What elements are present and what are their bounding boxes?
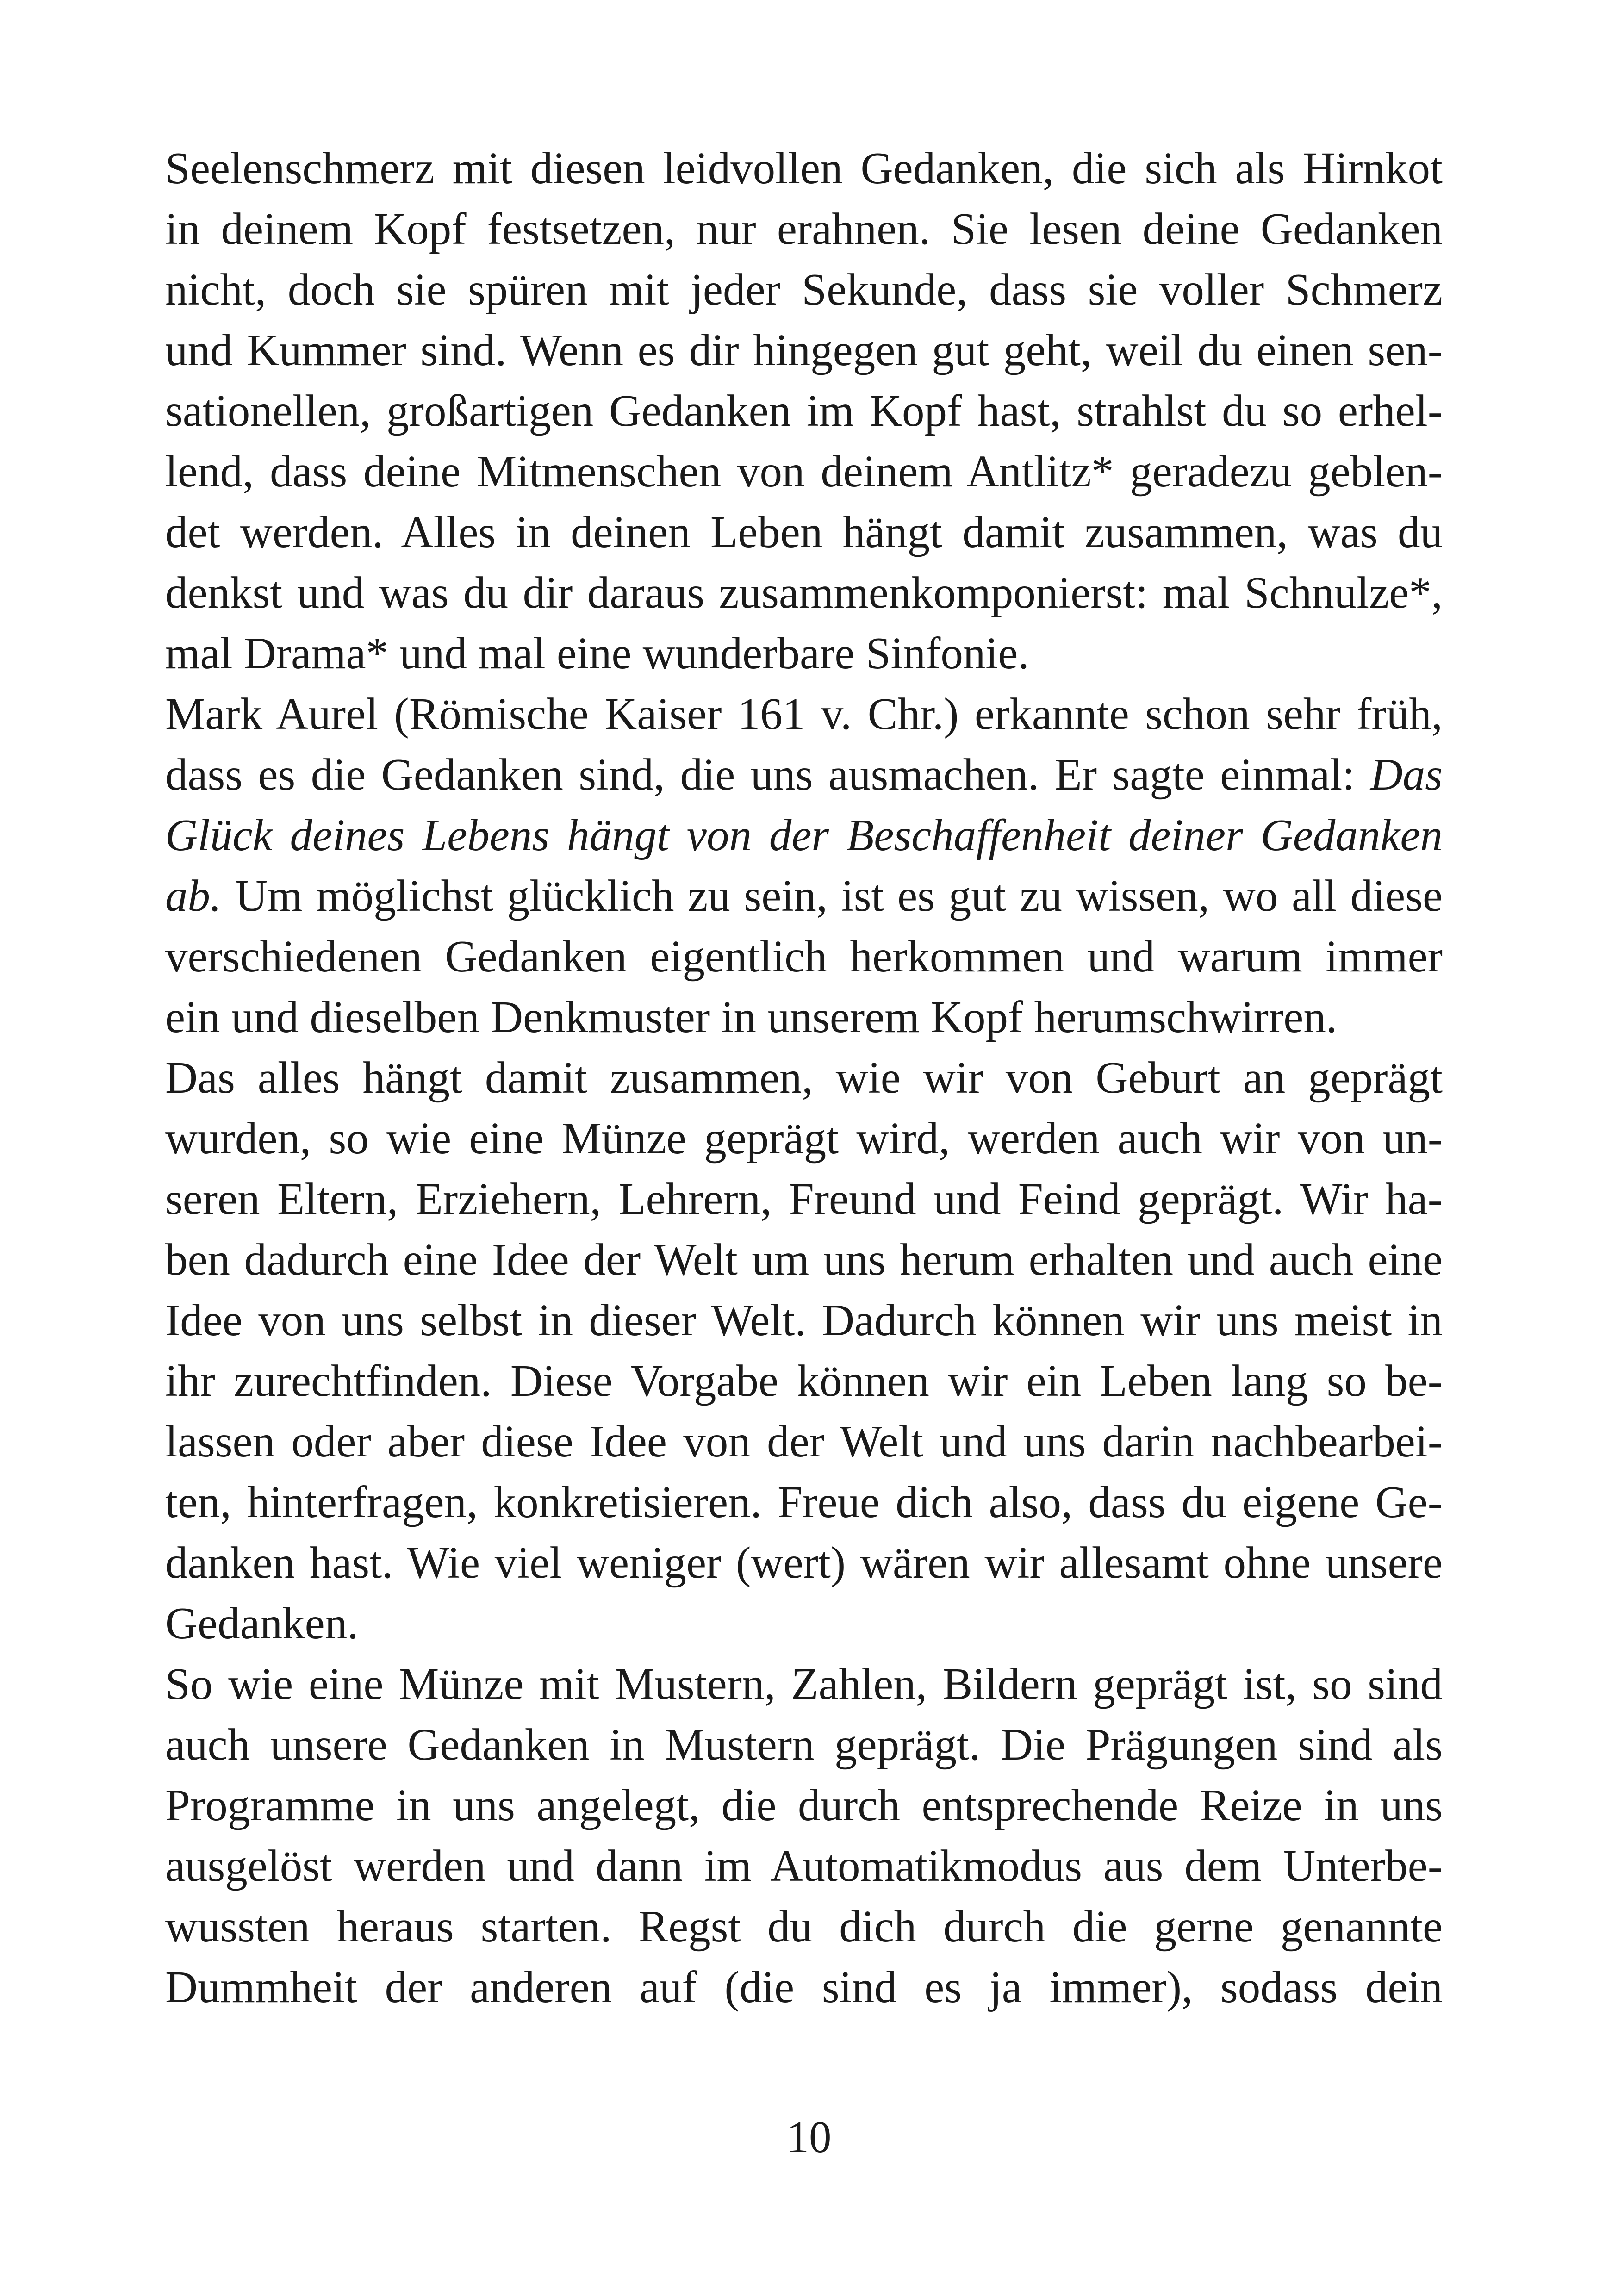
text-line: [165, 987, 1443, 1047]
body-text: [165, 138, 1443, 2017]
text-segment: Dummheit der anderen auf (die sind es ja immer), sodass dein: [165, 1962, 1443, 2012]
text-line: [165, 562, 1443, 623]
text-segment: lend, dass deine Mitmenschen von deinem Antlitz* geradezu geblen-: [165, 447, 1443, 496]
text-line: [165, 1836, 1443, 1896]
text-segment: Programme in uns angelegt, die durch entsprechende Reize in uns: [165, 1780, 1443, 1830]
text-segment: Mark Aurel (Römische Kaiser 161 v. Chr.) erkannte schon sehr früh,: [165, 689, 1443, 739]
text-segment: nicht, doch sie spüren mit jeder Sekunde, dass sie voller Schmerz: [165, 265, 1443, 314]
text-segment: denkst und was du dir daraus zusammenkomponierst: mal Schnulze*,: [165, 568, 1443, 617]
text-segment: ben dadurch eine Idee der Welt um uns herum erhalten und auch eine: [165, 1235, 1443, 1284]
text-line: [165, 1047, 1443, 1108]
text-line: [165, 1350, 1443, 1411]
text-line: [165, 623, 1443, 684]
text-segment: sationellen, großartigen Gedanken im Kopf hast, strahlst du so erhel-: [165, 386, 1443, 436]
text-segment: ihr zurechtfinden. Diese Vorgabe können wir ein Leben lang so be-: [165, 1356, 1443, 1406]
text-line: [165, 1896, 1443, 1957]
text-line: [165, 138, 1443, 199]
text-line: [165, 320, 1443, 380]
text-segment: Gedanken.: [165, 1599, 359, 1648]
text-segment: wussten heraus starten. Regst du dich durch die gerne genannte: [165, 1902, 1443, 1951]
text-line: [165, 1654, 1443, 1714]
text-line: [165, 684, 1443, 744]
text-segment: Seelenschmerz mit diesen leidvollen Gedanken, die sich als Hirnkot: [165, 143, 1443, 193]
text-line: [165, 259, 1443, 320]
text-line: [165, 1532, 1443, 1593]
text-line: [165, 805, 1443, 865]
italic-quote-segment: Glück deines Lebens hängt von der Beschaffenheit deiner Gedanken: [165, 810, 1443, 860]
text-line: [165, 865, 1443, 926]
text-line: [165, 1411, 1443, 1472]
text-line: [165, 199, 1443, 259]
text-segment: in deinem Kopf festsetzen, nur erahnen. Sie lesen deine Gedanken: [165, 204, 1443, 254]
text-line: [165, 1169, 1443, 1229]
text-line: [165, 1957, 1443, 2017]
text-segment: ten, hinterfragen, konkretisieren. Freue dich also, dass du eigene Ge-: [165, 1477, 1443, 1527]
text-line: [165, 1472, 1443, 1532]
text-segment: ausgelöst werden und dann im Automatikmodus aus dem Unterbe-: [165, 1841, 1443, 1891]
text-segment: wurden, so wie eine Münze geprägt wird, werden auch wir von un-: [165, 1114, 1443, 1163]
text-segment: lassen oder aber diese Idee von der Welt und uns darin nachbearbei-: [165, 1417, 1443, 1466]
text-segment: Um möglichst glücklich zu sein, ist es gut zu wissen, wo all diese: [221, 871, 1443, 921]
text-segment: Das alles hängt damit zusammen, wie wir von Geburt an geprägt: [165, 1053, 1443, 1102]
text-segment: Idee von uns selbst in dieser Welt. Dadurch können wir uns meist in: [165, 1295, 1443, 1345]
text-segment: seren Eltern, Erziehern, Lehrern, Freund und Feind geprägt. Wir ha-: [165, 1174, 1443, 1224]
text-segment: danken hast. Wie viel weniger (wert) wären wir allesamt ohne unsere: [165, 1538, 1443, 1587]
text-line: [165, 1108, 1443, 1169]
text-segment: So wie eine Münze mit Mustern, Zahlen, Bildern geprägt ist, so sind: [165, 1659, 1443, 1709]
text-segment: mal Drama* und mal eine wunderbare Sinfonie.: [165, 628, 1029, 678]
text-line: [165, 1593, 1443, 1654]
text-segment: und Kummer sind. Wenn es dir hingegen gut geht, weil du einen sen-: [165, 325, 1443, 375]
text-line: [165, 926, 1443, 987]
text-line: [165, 1229, 1443, 1290]
text-segment: dass es die Gedanken sind, die uns ausmachen. Er sagte einmal:: [165, 750, 1370, 799]
text-segment: auch unsere Gedanken in Mustern geprägt. Die Prägungen sind als: [165, 1720, 1443, 1769]
text-line: [165, 1714, 1443, 1775]
text-line: [165, 502, 1443, 562]
italic-quote-segment: ab.: [165, 871, 222, 921]
text-segment: det werden. Alles in deinen Leben hängt damit zusammen, was du: [165, 507, 1443, 557]
text-line: [165, 380, 1443, 441]
text-line: [165, 441, 1443, 502]
text-segment: ein und dieselben Denkmuster in unserem Kopf herumschwirren.: [165, 992, 1338, 1042]
text-segment: verschiedenen Gedanken eigentlich herkommen und warum immer: [165, 932, 1443, 981]
text-line: [165, 744, 1443, 805]
text-line: [165, 1775, 1443, 1836]
text-line: [165, 1290, 1443, 1350]
page-number: 10: [786, 2112, 832, 2162]
italic-quote-segment: Das: [1370, 750, 1443, 799]
